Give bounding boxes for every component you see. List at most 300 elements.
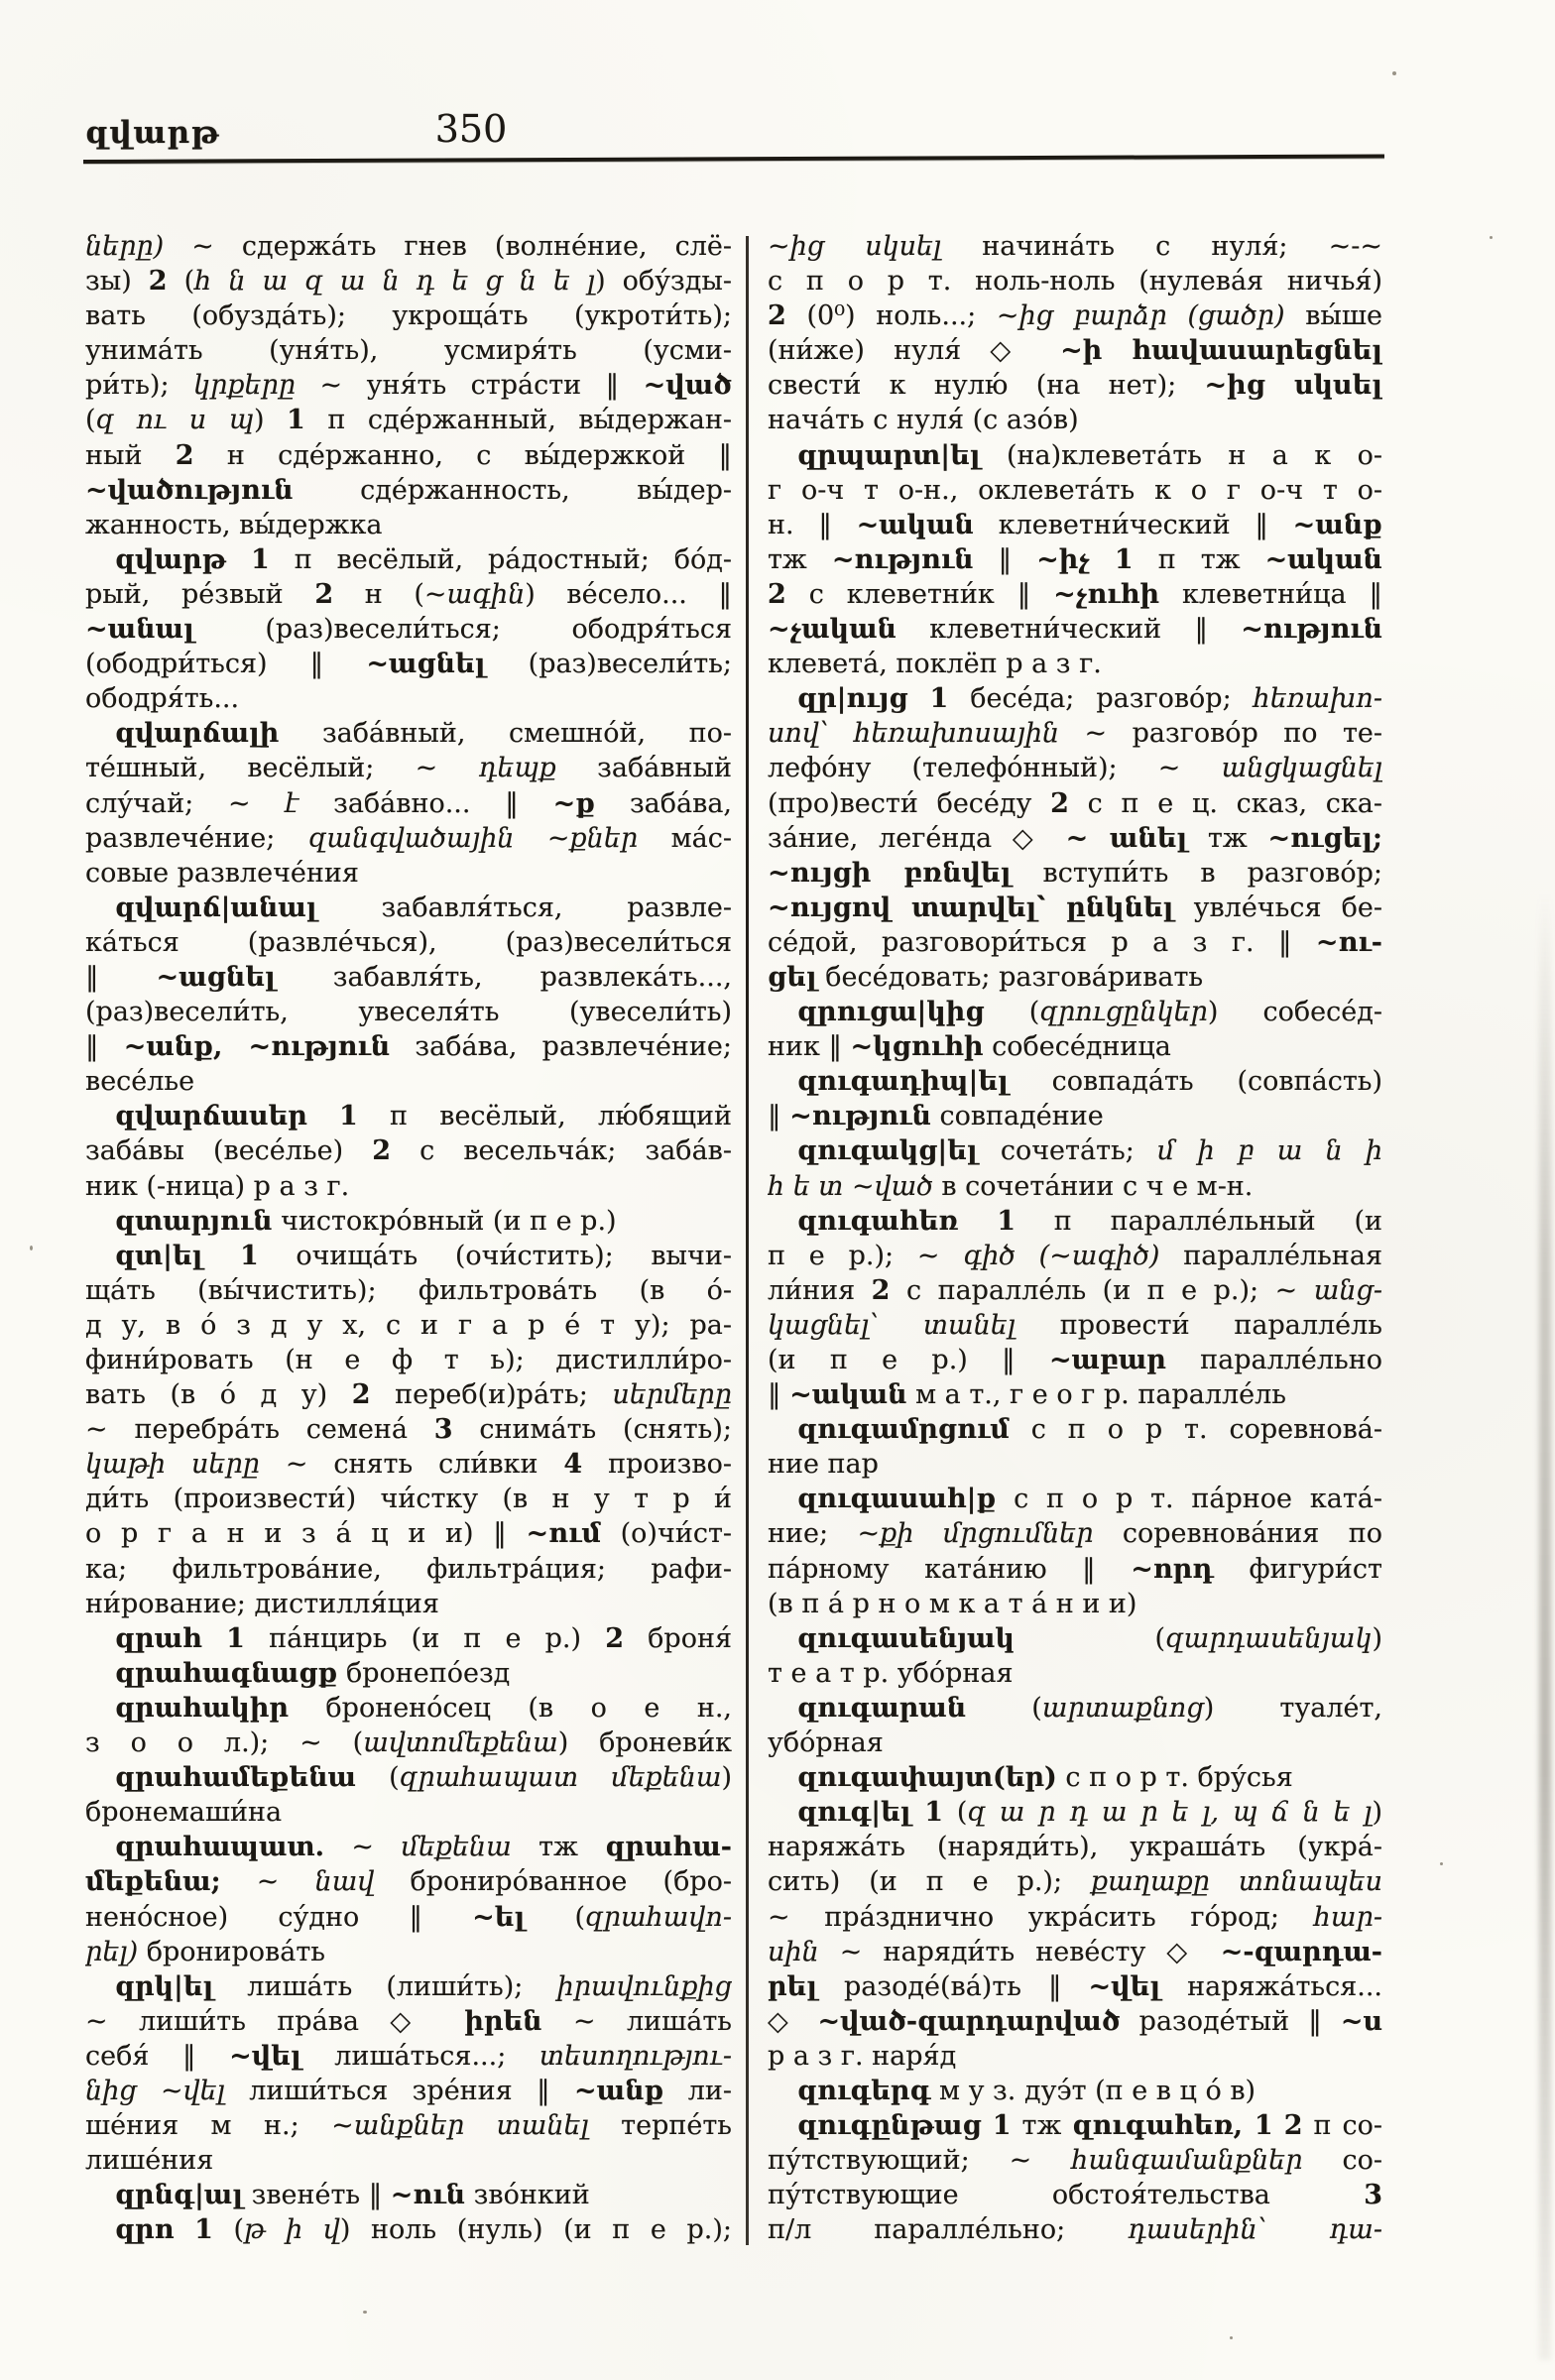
text-segment: заба́вно... ‖ xyxy=(299,787,553,819)
text-segment: ‖ xyxy=(85,961,157,993)
text-segment: զտարյուն xyxy=(115,1205,273,1237)
dictionary-line xyxy=(768,647,1382,681)
dictionary-line xyxy=(85,751,732,785)
dictionary-line xyxy=(768,1691,1382,1726)
text-segment xyxy=(1273,2110,1284,2141)
text-segment: զրուցա|կից xyxy=(797,997,985,1028)
text-segment: заба́ва, развлече́ние; xyxy=(390,1031,732,1063)
dictionary-line xyxy=(85,264,732,298)
text-segment: п весёлый, лю́бящий xyxy=(357,1101,732,1132)
dictionary-line xyxy=(768,1516,1382,1551)
text-segment: ( xyxy=(212,2214,245,2246)
text-segment: քաղաքը տոնապես xyxy=(1091,1866,1382,1898)
dictionary-line xyxy=(768,1935,1382,1969)
text-segment: ~որդ xyxy=(1131,1553,1214,1585)
text-segment: те́шный, весёлый; ~ xyxy=(85,753,479,784)
text-segment: г о-ч т о-н., оклевета́ть к о г о-ч т о- xyxy=(768,474,1382,506)
text-segment: ли- xyxy=(663,2075,732,2106)
text-segment: з о о л.); ~ ( xyxy=(85,1727,364,1759)
text-segment: н ( xyxy=(333,578,424,610)
text-segment: զրկ|ել xyxy=(115,1970,214,2002)
dictionary-line xyxy=(85,368,732,403)
dictionary-line xyxy=(85,1482,732,1516)
text-segment: ( xyxy=(356,1762,400,1794)
text-segment: ~ից բարձր (ցածր) xyxy=(996,300,1285,332)
text-segment: д у, в о́ з д у х, с и г а р е́ т у); ра- xyxy=(85,1309,732,1341)
dictionary-line xyxy=(85,2074,732,2108)
text-segment: զվարճ|անալ xyxy=(115,892,317,923)
text-segment xyxy=(202,1241,240,1271)
dictionary-line xyxy=(768,542,1382,577)
scan-speck xyxy=(1230,2336,1233,2339)
text-segment: 4 xyxy=(563,1449,583,1481)
text-segment: брониро́ванное (бро- xyxy=(374,1866,732,1898)
text-segment: ше́ния м н.; xyxy=(85,2110,332,2142)
text-segment: զվարճասեր xyxy=(115,1101,307,1132)
dictionary-line xyxy=(85,821,732,856)
text-segment: бронирова́ть xyxy=(138,1936,325,1967)
dictionary-line xyxy=(85,298,732,333)
dictionary-line xyxy=(85,1273,732,1308)
dictionary-line xyxy=(85,1864,732,1899)
text-segment: убо́рная xyxy=(768,1727,884,1759)
text-segment: собесе́дница xyxy=(983,1031,1171,1063)
text-segment: ~ական xyxy=(789,1379,907,1411)
text-segment: ~ անց- xyxy=(1274,1274,1382,1306)
text-segment: 1 xyxy=(1114,543,1134,575)
text-segment: ри́ть); xyxy=(85,370,194,402)
text-segment: ~ված xyxy=(643,370,732,402)
text-segment: фигури́ст xyxy=(1213,1553,1382,1585)
text-segment: զ ա ր դ ա ր ե լ, պ ճ ն ե լ xyxy=(967,1797,1373,1829)
text-segment: вы́ше xyxy=(1284,300,1382,332)
text-segment xyxy=(307,1101,339,1131)
text-segment xyxy=(958,1206,997,1237)
dictionary-line xyxy=(768,891,1382,925)
dictionary-line xyxy=(768,1133,1382,1168)
text-segment: զ ու ս պ xyxy=(95,405,254,436)
text-segment: ~ու- xyxy=(1315,926,1382,958)
text-segment: ~ուն xyxy=(390,2180,466,2211)
dictionary-line xyxy=(85,1204,732,1239)
text-segment: тж xyxy=(1011,2110,1073,2142)
text-segment: 1 xyxy=(239,1240,259,1271)
text-segment: 2 xyxy=(768,578,786,610)
text-segment: զուգասենյակ xyxy=(797,1622,1015,1654)
text-segment: ~ս xyxy=(1340,2005,1382,2037)
text-segment: կացնել՝ տանել xyxy=(768,1309,1016,1341)
text-segment: ( xyxy=(984,997,1040,1028)
text-segment: очища́ть (очи́стить); вычи- xyxy=(258,1240,732,1271)
text-segment: նից ~վել xyxy=(85,2075,225,2106)
text-segment: ) ве́село... ‖ xyxy=(525,578,732,610)
text-segment xyxy=(202,1623,226,1654)
text-segment: ~ագին xyxy=(423,578,526,610)
text-segment: ‖ xyxy=(768,1101,790,1132)
text-segment: 2 xyxy=(148,266,168,298)
text-segment: заба́вный xyxy=(555,753,732,784)
text-segment: бронепо́езд xyxy=(337,1657,511,1689)
dictionary-line xyxy=(85,1726,732,1760)
text-segment: лише́ния xyxy=(85,2145,214,2177)
text-segment: п/л паралле́льно; xyxy=(768,2214,1129,2246)
dictionary-line xyxy=(85,1900,732,1935)
text-segment: հանգամանքներ xyxy=(1071,2145,1303,2177)
text-segment: մ ի բ ա ն ի xyxy=(1156,1135,1382,1167)
text-segment: ~քի մրցումներ xyxy=(857,1518,1094,1550)
text-segment: (раз)весели́ть, увеселя́ть (увесели́ть) xyxy=(85,997,732,1028)
dictionary-line xyxy=(85,1935,732,1969)
text-segment: ~ել xyxy=(472,1901,526,1933)
dictionary-line xyxy=(768,1830,1382,1864)
text-segment: ները) xyxy=(85,231,165,262)
text-segment: ~անքներ տանել xyxy=(331,2110,589,2142)
text-segment: ~ уня́ть стра́сти ‖ xyxy=(296,370,644,402)
text-segment: րել xyxy=(768,1970,817,2002)
text-segment: ) xyxy=(253,405,288,436)
text-segment: զր|ույց xyxy=(797,683,908,715)
dictionary-line xyxy=(768,368,1382,403)
text-segment: մեքենա xyxy=(401,1832,512,1863)
text-segment: сде́ржанность, вы́дер- xyxy=(293,474,732,506)
text-segment: 1 xyxy=(194,2214,213,2246)
text-segment: գիծ (~ագիծ) xyxy=(963,1240,1160,1271)
text-segment: ник (-ница) р а з г. xyxy=(85,1170,350,1202)
text-segment: пу́тствующие обстоя́тельства xyxy=(768,2180,1365,2211)
text-segment: заба́вы (весе́лье) xyxy=(85,1135,373,1167)
text-segment: броня́ xyxy=(624,1622,732,1654)
dictionary-line xyxy=(768,751,1382,785)
text-segment: ~անք xyxy=(573,2075,664,2106)
text-segment: սով՝ հեռախոսային xyxy=(768,718,1060,750)
text-segment: ~անք, ~ություն xyxy=(123,1031,391,1063)
text-segment: 2 xyxy=(372,1135,392,1167)
dictionary-line xyxy=(85,1691,732,1726)
text-segment: զվարթ xyxy=(115,543,227,575)
dictionary-line xyxy=(85,960,732,995)
text-segment: 3 xyxy=(1364,2180,1382,2211)
text-segment: զուգամրցում xyxy=(797,1414,1010,1446)
dictionary-line xyxy=(85,1308,732,1343)
dictionary-line xyxy=(85,1029,732,1064)
text-segment: ( xyxy=(85,405,96,436)
text-segment: п паралле́льный (и xyxy=(1015,1205,1382,1237)
text-segment: с п о р т. бру́сья xyxy=(1056,1762,1293,1794)
dictionary-line xyxy=(768,1656,1382,1691)
text-segment: 1 xyxy=(992,2110,1012,2142)
text-segment: ~ույցի բռնվել xyxy=(768,857,1012,889)
dictionary-line xyxy=(85,2039,732,2074)
text-segment: тж xyxy=(1187,822,1268,854)
text-segment: ~վել xyxy=(1088,1970,1161,2002)
text-segment: հ ն ա զ ա ն դ ե ց ն ե լ xyxy=(194,266,596,298)
text-segment: ) туале́т, xyxy=(1203,1692,1382,1724)
text-segment: переб(и)ра́ть; xyxy=(370,1379,613,1411)
text-segment: զուգակց|ել xyxy=(797,1135,978,1167)
dictionary-line xyxy=(768,716,1382,751)
text-segment: ма́с- xyxy=(638,822,732,854)
text-segment: ~ից սկսել xyxy=(768,231,942,262)
dictionary-line xyxy=(768,2108,1382,2143)
text-segment: себя́ ‖ xyxy=(85,2040,230,2072)
text-segment: (ни́же) нуля́ ◇ xyxy=(768,335,1061,367)
text-segment: ободря́ть... xyxy=(85,683,240,715)
text-segment: ) ноль (нуль) (и п е р.); xyxy=(339,2214,732,2246)
dictionary-line xyxy=(85,786,732,821)
dictionary-line xyxy=(768,403,1382,437)
text-segment: դասերին՝ դա- xyxy=(1128,2214,1382,2246)
text-segment: ◇ xyxy=(768,2005,818,2037)
dictionary-line xyxy=(85,1656,732,1691)
text-segment: 1 xyxy=(339,1101,358,1132)
dictionary-line xyxy=(85,1133,732,1168)
dictionary-line xyxy=(85,1099,732,1133)
text-segment: паралле́льно xyxy=(1165,1345,1382,1375)
text-segment: рый, ре́звый xyxy=(85,578,315,610)
text-segment: ) xyxy=(1372,1797,1382,1829)
text-segment: ~ перебра́ть семена́ xyxy=(85,1414,434,1446)
text-segment: м а т., г е о г р. паралле́ль xyxy=(906,1379,1286,1411)
text-segment: сить) (и п е р.); xyxy=(768,1866,1092,1898)
dictionary-line xyxy=(85,1377,732,1412)
dictionary-line xyxy=(85,1621,732,1656)
text-segment: հեռախո- xyxy=(1253,683,1382,715)
text-segment: 2 xyxy=(768,300,786,332)
text-segment: անցկացնել xyxy=(1221,753,1382,784)
text-segment: զրպարտ|ել xyxy=(797,439,981,471)
text-segment: 2 xyxy=(1283,2110,1303,2142)
text-segment: р а з г. наря́д xyxy=(768,2040,957,2072)
text-segment: 2 xyxy=(871,1274,891,1306)
text-segment: 1 xyxy=(924,1797,944,1829)
text-segment: заба́вный, смешно́й, по- xyxy=(279,718,732,750)
text-segment: паралле́льная xyxy=(1159,1240,1382,1271)
text-segment: ~ություն xyxy=(789,1101,931,1132)
text-segment: զրահա- xyxy=(605,1832,732,1863)
text-segment: разоде́тый ‖ xyxy=(1120,2005,1341,2037)
dictionary-line xyxy=(768,2212,1382,2247)
text-segment: фини́ровать (н е ф т ь); дистилли́ро- xyxy=(85,1345,732,1375)
text-segment: ~վածություն xyxy=(85,474,294,506)
text-segment: րել) xyxy=(85,1936,139,1967)
dictionary-line xyxy=(85,1552,732,1587)
text-segment: զուգահեռ xyxy=(797,1205,959,1237)
text-segment: весе́лье xyxy=(85,1066,195,1098)
text-segment: ~ական xyxy=(1264,543,1382,575)
text-segment: клеветни́ческий ‖ xyxy=(973,509,1293,540)
dictionary-line xyxy=(85,2108,732,2143)
text-segment: ~ անել xyxy=(1065,822,1188,854)
text-segment: с паралле́ль (и п е р.); xyxy=(890,1274,1275,1306)
text-segment: զուգահեռ, 1 xyxy=(1072,2110,1273,2142)
text-segment: ~ xyxy=(323,1832,402,1863)
text-segment: ‖ xyxy=(973,543,1037,575)
text-segment: ~վել xyxy=(229,2040,301,2072)
text-segment: нено́сное) су́дно ‖ xyxy=(85,1901,473,1933)
text-segment: ~իչ xyxy=(1036,543,1090,575)
dictionary-line xyxy=(768,1029,1382,1064)
text-segment: զրահագնացք xyxy=(115,1657,338,1689)
text-segment: увле́чься бе- xyxy=(1173,892,1382,923)
dictionary-line xyxy=(768,1760,1382,1795)
text-segment: ~ снять сли́вки xyxy=(259,1449,564,1481)
dictionary-line xyxy=(85,403,732,437)
text-segment: զրահ xyxy=(115,1622,202,1654)
dictionary-line xyxy=(85,1969,732,2004)
text-segment: (про)вести́ бесе́ду xyxy=(768,787,1051,819)
text-segment: (0⁰) ноль...; xyxy=(785,300,997,332)
text-segment: է xyxy=(285,787,299,819)
text-segment: вступи́ть в разгово́р; xyxy=(1011,857,1382,889)
text-segment: ցել xyxy=(768,961,817,993)
dictionary-line xyxy=(768,1169,1382,1204)
text-segment: ~ացնել xyxy=(156,961,276,993)
dictionary-line xyxy=(768,786,1382,821)
scan-speck xyxy=(1490,236,1493,239)
text-segment: снима́ть (снять); xyxy=(452,1414,732,1446)
text-segment: зы) xyxy=(85,266,149,298)
text-segment: н. ‖ xyxy=(768,509,857,540)
dictionary-line xyxy=(768,438,1382,473)
text-segment: 2 xyxy=(314,578,334,610)
text-segment: слу́чай; ~ xyxy=(85,787,286,819)
text-segment: զրահապատ մեքենա xyxy=(399,1762,722,1794)
text-segment: ) обу́зды- xyxy=(595,266,732,298)
dictionary-line xyxy=(768,925,1382,960)
text-segment: արտաքնոց xyxy=(1041,1692,1204,1724)
dictionary-line xyxy=(768,1482,1382,1516)
text-segment: 1 xyxy=(929,683,949,715)
dictionary-line xyxy=(768,2074,1382,2108)
text-segment xyxy=(982,2110,993,2141)
text-segment: се́дой, разговори́ться р а з г. ‖ xyxy=(768,926,1316,958)
text-segment: п весёлый, ра́достный; бо́д- xyxy=(269,543,732,575)
text-segment: ~ություն xyxy=(1241,614,1382,646)
text-segment: ~ություն xyxy=(831,543,974,575)
text-segment: ный xyxy=(85,439,176,471)
text-segment: հ ե տ ~ված xyxy=(768,1170,933,1202)
scan-speck xyxy=(1440,1862,1443,1865)
dictionary-line xyxy=(768,298,1382,333)
dictionary-line xyxy=(85,1516,732,1551)
text-segment: ща́ть (вы́чистить); фильтрова́ть (в о́- xyxy=(85,1274,732,1306)
dictionary-line xyxy=(85,438,732,473)
text-segment: ние пар xyxy=(768,1449,879,1481)
dictionary-line xyxy=(768,1795,1382,1830)
text-segment: лефо́ну (телефо́нный); ~ xyxy=(768,753,1222,784)
dictionary-line xyxy=(768,1621,1382,1656)
text-segment xyxy=(175,2214,195,2245)
dictionary-line xyxy=(85,1760,732,1795)
text-segment: свести́ к нулю́ (на нет); xyxy=(768,370,1205,402)
text-segment: զվարճալի xyxy=(115,718,280,750)
dictionary-line xyxy=(768,264,1382,298)
text-segment: ~ք xyxy=(552,787,596,819)
text-segment: с п е ц. сказ, ска- xyxy=(1068,787,1382,819)
dictionary-line xyxy=(85,2212,732,2247)
text-segment: ~ից սկսել xyxy=(1204,370,1382,402)
text-segment: ни́рование; дистилля́ция xyxy=(85,1588,439,1619)
dictionary-line xyxy=(85,647,732,681)
text-segment: тж xyxy=(511,1832,606,1863)
text-segment: ~ xyxy=(220,1866,315,1898)
text-segment: ~ի հավասարեցնել xyxy=(1060,335,1382,367)
text-segment: наряжа́ть (наряди́ть), украша́ть (укра́- xyxy=(768,1832,1382,1863)
dictionary-line xyxy=(768,1412,1382,1447)
dictionary-line xyxy=(85,1169,732,1204)
text-segment: (на)клевета́ть н а к о- xyxy=(980,439,1382,471)
dictionary-line xyxy=(768,1587,1382,1621)
dictionary-line xyxy=(85,612,732,647)
text-segment: жанность, вы́держка xyxy=(85,509,383,540)
dictionary-line xyxy=(768,1204,1382,1239)
dictionary-line xyxy=(85,508,732,542)
text-segment: (и п е р.) ‖ xyxy=(768,1345,1049,1375)
text-segment: կրքերը xyxy=(193,370,297,402)
text-segment: ~ացնել xyxy=(366,649,486,680)
text-segment: ~չական xyxy=(768,614,897,646)
text-segment: ~ пра́зднично укра́сить го́род; xyxy=(768,1901,1314,1933)
text-segment: զրո xyxy=(115,2214,175,2246)
text-segment: (ободри́ться) ‖ xyxy=(85,649,367,680)
text-segment: 1 xyxy=(997,1205,1016,1237)
text-segment: զուգադիպ|ել xyxy=(797,1066,1009,1098)
text-segment: терпе́ть xyxy=(588,2110,732,2142)
text-segment: ~-զարդա- xyxy=(1220,1936,1382,1967)
text-segment: тж xyxy=(768,543,832,575)
text-segment: вать (обузда́ть); укроща́ть (укроти́ть); xyxy=(85,300,732,332)
text-segment: կաթի սերը xyxy=(85,1449,260,1481)
text-segment: զարդասենյակ xyxy=(1165,1622,1373,1654)
dictionary-line xyxy=(768,612,1382,647)
dictionary-line xyxy=(768,1099,1382,1133)
text-segment: նավ xyxy=(314,1866,375,1898)
dictionary-line xyxy=(85,577,732,612)
text-segment: ние; xyxy=(768,1518,858,1550)
text-segment: нача́ть с нуля́ (с азо́в) xyxy=(768,405,1079,436)
text-segment: ли́ния xyxy=(768,1274,872,1306)
text-segment: наряжа́ться... xyxy=(1160,1970,1382,2002)
text-segment: 2 xyxy=(605,1622,625,1654)
dictionary-line xyxy=(85,995,732,1029)
dictionary-line xyxy=(85,681,732,716)
text-segment xyxy=(226,544,251,575)
text-segment: зво́нкий xyxy=(465,2180,590,2211)
text-segment: ‖ xyxy=(768,1379,790,1411)
text-segment: с п о р т. соревнова́- xyxy=(1009,1414,1382,1446)
text-segment: м у з. дуэ́т (п е в ц о́ в) xyxy=(930,2075,1256,2106)
text-segment: զուգասահ|ք xyxy=(797,1484,997,1515)
text-segment: ) xyxy=(721,1762,732,1794)
text-segment: 2 xyxy=(351,1379,371,1411)
dictionary-line xyxy=(85,1830,732,1864)
dictionary-line xyxy=(768,577,1382,612)
text-segment: звене́ть ‖ xyxy=(243,2180,391,2211)
dictionary-line xyxy=(768,473,1382,508)
scan-speck xyxy=(1392,71,1396,75)
text-segment: п со- xyxy=(1302,2110,1382,2142)
text-segment: совые развлече́ния xyxy=(85,857,359,889)
text-segment xyxy=(911,1797,925,1828)
text-segment: զրահամեքենա xyxy=(115,1762,357,1794)
text-segment: դեպք xyxy=(478,753,556,784)
dictionary-line xyxy=(768,960,1382,995)
dictionary-line xyxy=(768,229,1382,264)
dictionary-line xyxy=(768,1726,1382,1760)
text-segment: совпаде́ние xyxy=(930,1101,1104,1132)
text-segment: начина́ть с нуля́; ~-~ xyxy=(941,231,1382,262)
dictionary-line xyxy=(768,2143,1382,2178)
